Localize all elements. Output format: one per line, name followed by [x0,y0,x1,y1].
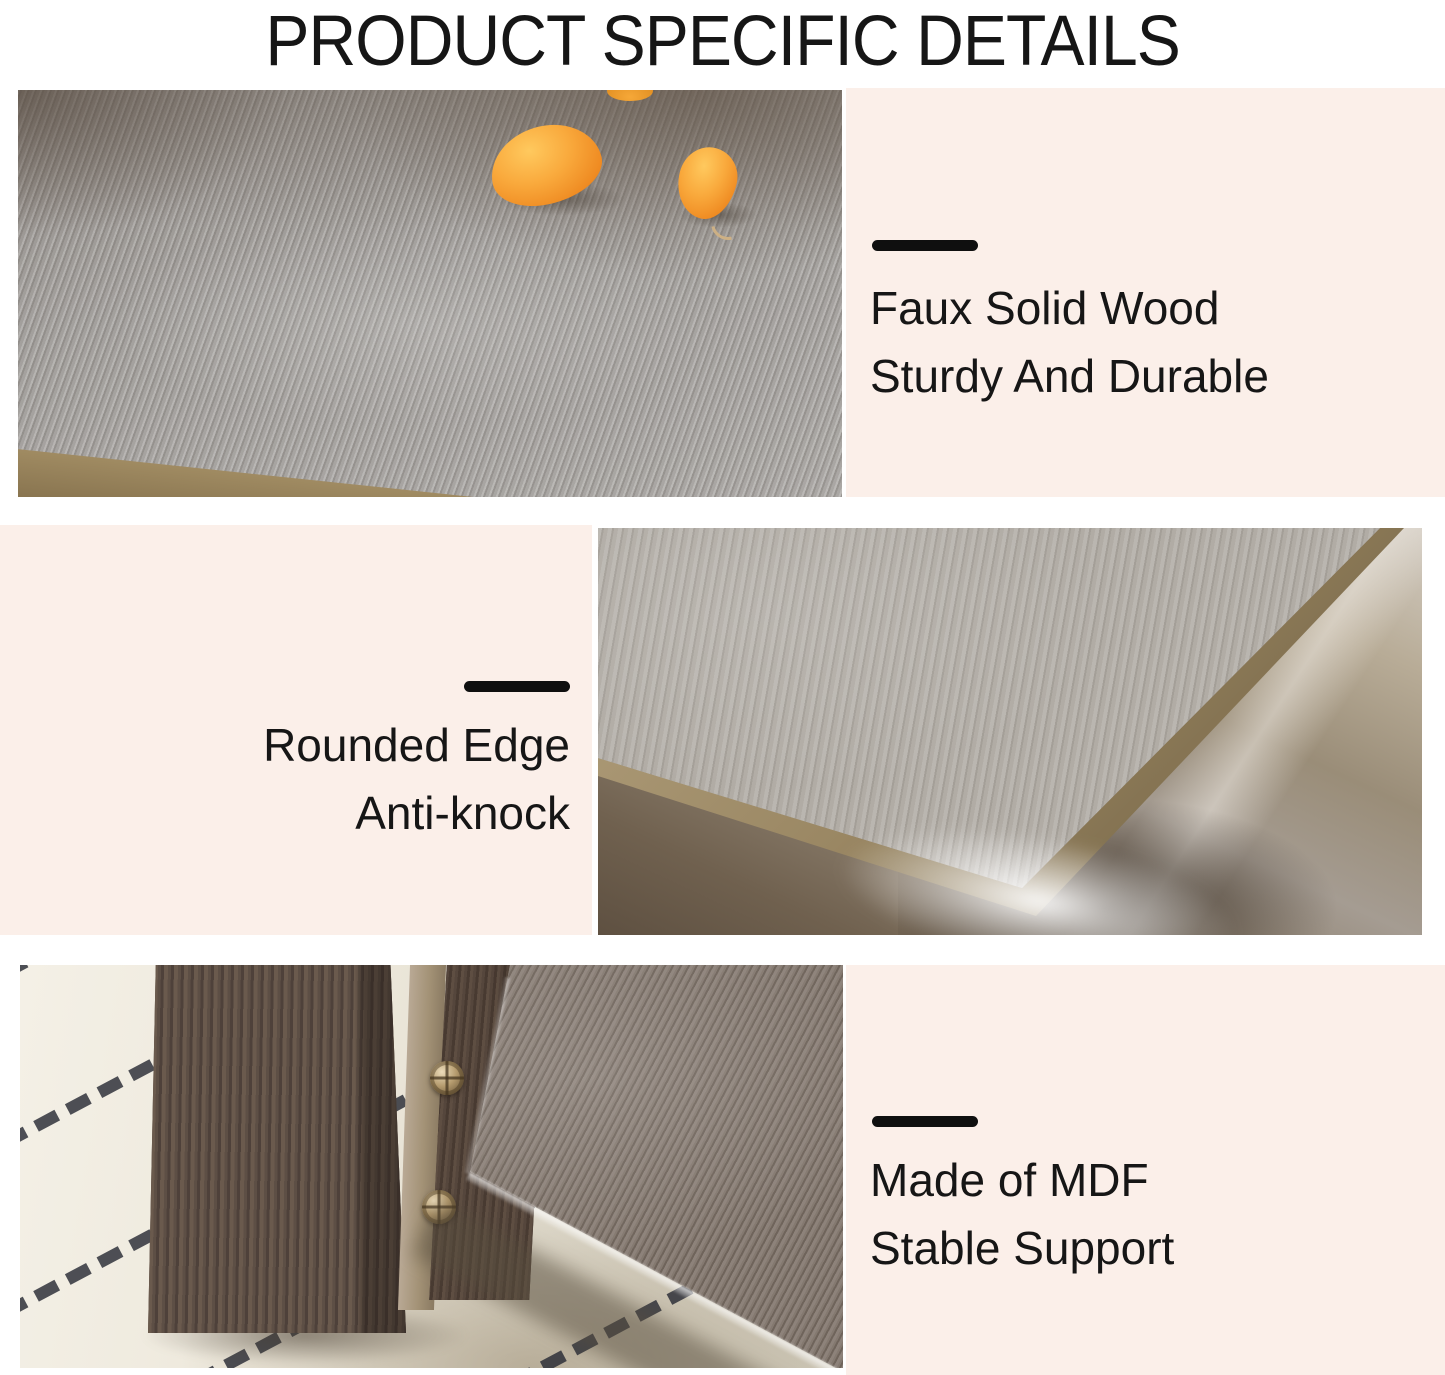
feature-panel-made-of-mdf [846,965,1445,1375]
screw-head [430,1061,464,1095]
page-title [0,0,1445,86]
feature-text [263,711,570,847]
feature-line: Made of MDF [870,1154,1149,1206]
accent-bar [464,681,570,692]
feature-line: Rounded Edge [263,719,570,771]
kumquat-partial [607,90,653,101]
feature-line: Stable Support [870,1222,1175,1274]
page-title-text: PRODUCT SPECIFIC DETAILS [265,2,1180,81]
photo-tabletop-kumquats [18,90,842,497]
feature-panel-faux-solid-wood [846,88,1445,497]
light-sheen [84,212,743,436]
photo-rounded-corner [598,528,1422,935]
table-leg-panel [148,965,406,1333]
feature-line: Anti-knock [355,787,570,839]
feature-text [870,274,1269,410]
accent-bar [872,1116,978,1127]
feature-panel-rounded-edge [0,525,592,935]
accent-bar [872,240,978,251]
feature-line: Sturdy And Durable [870,350,1269,402]
feature-text [870,1146,1174,1282]
feature-line: Faux Solid Wood [870,282,1220,334]
table-edge-band [18,446,605,497]
photo-leg-and-shelf [20,965,843,1368]
